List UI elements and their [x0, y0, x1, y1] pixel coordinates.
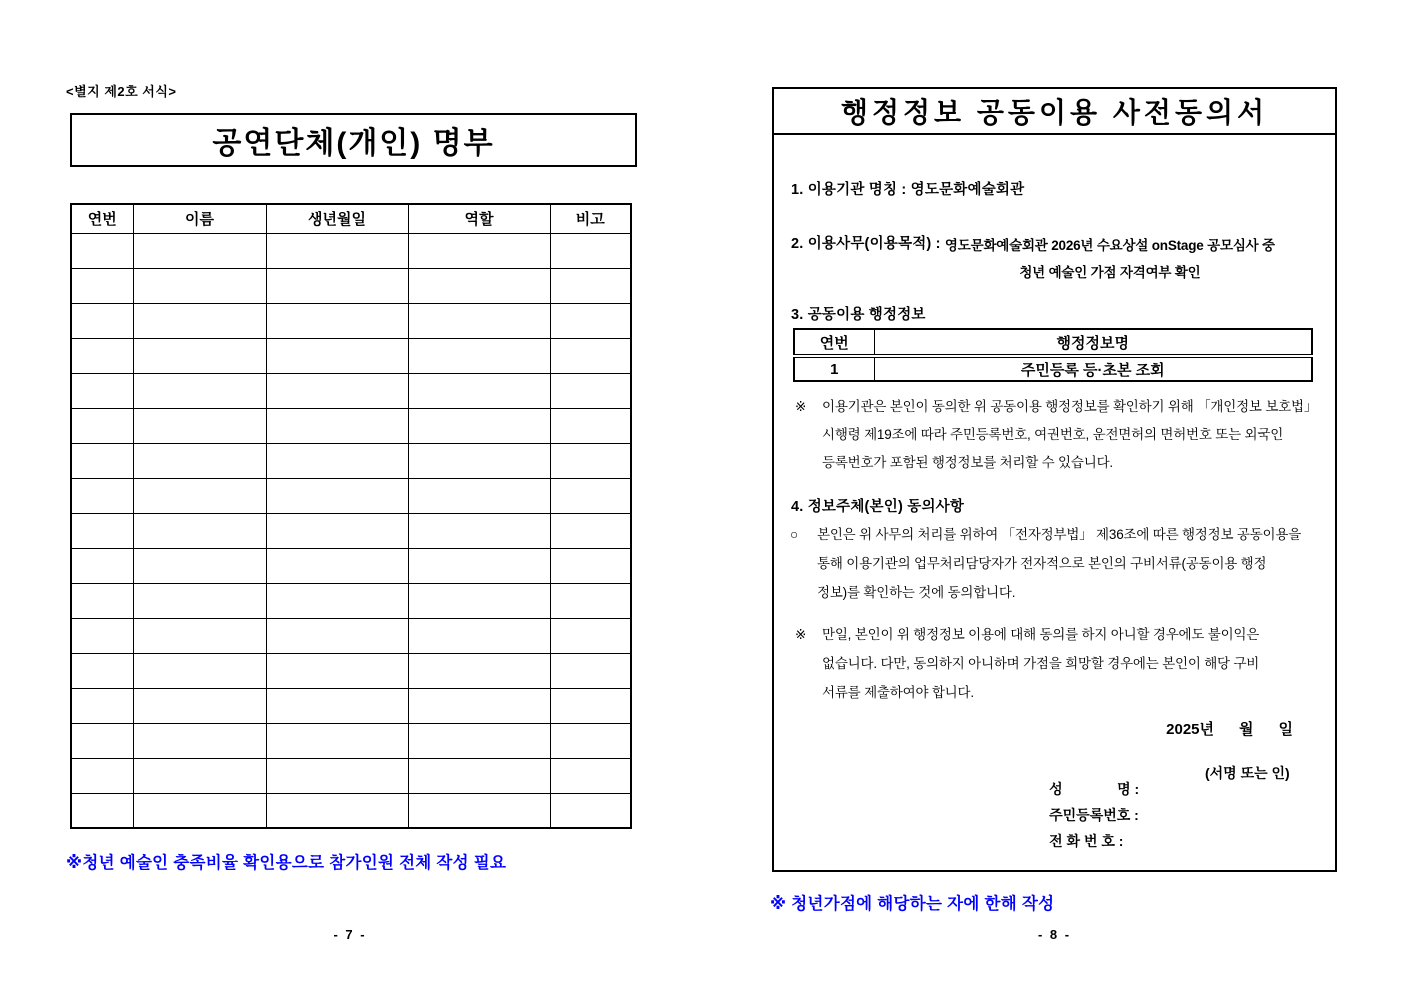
roster-empty-cell	[550, 268, 631, 303]
roster-empty-cell	[133, 513, 266, 548]
consent-form-box	[772, 87, 1337, 872]
roster-empty-row	[71, 793, 631, 828]
roster-empty-cell	[550, 408, 631, 443]
roster-empty-cell	[71, 303, 133, 338]
roster-empty-cell	[133, 478, 266, 513]
item-shared-info: 3. 공동이용 행정정보	[791, 307, 926, 323]
roster-empty-cell	[71, 548, 133, 583]
roster-empty-cell	[266, 478, 408, 513]
roster-empty-cell	[71, 688, 133, 723]
privacy-law-note-line1: 이용기관은 본인이 동의한 위 공동이용 행정정보를 확인하기 위해 「개인정보 보호법」	[822, 399, 1318, 414]
roster-empty-cell	[133, 688, 266, 723]
roster-title-box	[70, 113, 637, 167]
roster-empty-row	[71, 478, 631, 513]
form-code-label: <별지 제2호 서식>	[66, 84, 177, 99]
roster-empty-cell	[133, 233, 266, 268]
roster-empty-cell	[266, 408, 408, 443]
roster-empty-cell	[71, 338, 133, 373]
roster-empty-cell	[550, 793, 631, 828]
roster-empty-cell	[408, 303, 550, 338]
roster-empty-cell	[550, 583, 631, 618]
signature-phone-label: 전 화 번 호 :	[1049, 833, 1124, 849]
consent-statement	[790, 520, 1301, 607]
roster-empty-cell	[408, 618, 550, 653]
admin-info-row	[794, 356, 1312, 381]
item-usage-purpose	[791, 232, 1275, 286]
roster-empty-cell	[408, 338, 550, 373]
signature-rrn-label: 주민등록번호 :	[1049, 807, 1139, 823]
roster-empty-cell	[266, 303, 408, 338]
roster-empty-cell	[133, 723, 266, 758]
roster-empty-cell	[408, 268, 550, 303]
roster-empty-cell	[550, 688, 631, 723]
roster-empty-cell	[408, 373, 550, 408]
roster-empty-cell	[266, 758, 408, 793]
date-line: 2025년 월 일	[1166, 721, 1293, 738]
roster-empty-cell	[408, 758, 550, 793]
signature-block	[1018, 763, 1290, 849]
roster-empty-cell	[266, 513, 408, 548]
disclaimer-note-line2: 없습니다. 다만, 동의하지 아니하며 가점을 희망할 경우에는 본인이 해당 구비	[822, 656, 1260, 671]
roster-empty-row	[71, 548, 631, 583]
roster-empty-cell	[408, 583, 550, 618]
item-usage-purpose-line1: 영도문화예술회관 2026년 수요상설 onStage 공모심사 중	[944, 238, 1275, 253]
roster-empty-cell	[266, 548, 408, 583]
roster-empty-cell	[408, 478, 550, 513]
roster-empty-cell	[550, 233, 631, 268]
admin-info-header-number: 연번	[794, 329, 874, 356]
roster-empty-cell	[550, 653, 631, 688]
roster-empty-cell	[408, 688, 550, 723]
roster-empty-cell	[550, 618, 631, 653]
page-number-7: - 7 -	[333, 927, 367, 942]
roster-empty-cell	[133, 338, 266, 373]
roster-header-role: 역할	[408, 204, 550, 233]
roster-empty-cell	[71, 653, 133, 688]
roster-empty-cell	[133, 443, 266, 478]
roster-footnote: ※청년 예술인 충족비율 확인용으로 참가인원 전체 작성 필요	[66, 854, 507, 872]
roster-empty-cell	[408, 513, 550, 548]
roster-empty-row	[71, 653, 631, 688]
roster-empty-cell	[266, 583, 408, 618]
roster-empty-cell	[266, 268, 408, 303]
roster-empty-cell	[266, 618, 408, 653]
roster-empty-row	[71, 303, 631, 338]
roster-empty-cell	[71, 443, 133, 478]
roster-empty-cell	[408, 233, 550, 268]
item-using-agency: 1. 이용기관 명칭 : 영도문화예술회관	[791, 182, 1025, 198]
signature-name-label: 성 명 :	[1049, 781, 1140, 797]
admin-info-table	[793, 328, 1313, 382]
roster-header-remarks: 비고	[550, 204, 631, 233]
roster-empty-cell	[71, 618, 133, 653]
roster-header-birthdate: 생년월일	[266, 204, 408, 233]
asterisk-marker: ※	[795, 399, 807, 414]
admin-info-row-name: 주민등록 등·초본 조회	[874, 356, 1312, 381]
roster-empty-row	[71, 513, 631, 548]
roster-empty-cell	[71, 478, 133, 513]
roster-empty-cell	[550, 548, 631, 583]
disclaimer-note-line3: 서류를 제출하여야 합니다.	[822, 685, 974, 700]
roster-header-row	[71, 204, 631, 233]
roster-empty-row	[71, 688, 631, 723]
roster-empty-cell	[266, 233, 408, 268]
roster-empty-cell	[266, 688, 408, 723]
roster-empty-cell	[71, 723, 133, 758]
roster-empty-row	[71, 233, 631, 268]
roster-empty-row	[71, 723, 631, 758]
roster-empty-cell	[133, 618, 266, 653]
admin-info-row-number: 1	[794, 356, 874, 381]
roster-empty-row	[71, 583, 631, 618]
roster-empty-cell	[133, 303, 266, 338]
signature-name-row	[1018, 763, 1290, 797]
roster-empty-cell	[266, 373, 408, 408]
asterisk-marker: ※	[795, 627, 807, 642]
roster-page-title: 공연단체(개인) 명부	[212, 127, 495, 160]
roster-empty-cell	[133, 408, 266, 443]
roster-empty-row	[71, 618, 631, 653]
roster-empty-cell	[71, 513, 133, 548]
circle-bullet-marker: ○	[790, 527, 798, 542]
consent-footnote: ※ 청년가점에 해당하는 자에 한해 작성	[770, 895, 1055, 913]
roster-empty-cell	[71, 373, 133, 408]
roster-empty-cell	[133, 758, 266, 793]
roster-empty-cell	[550, 513, 631, 548]
page-number-8: - 8 -	[1037, 927, 1072, 942]
roster-empty-cell	[133, 268, 266, 303]
roster-empty-cell	[408, 653, 550, 688]
roster-empty-cell	[550, 338, 631, 373]
roster-empty-cell	[71, 793, 133, 828]
privacy-law-note	[795, 393, 1317, 477]
signature-phone-row	[1018, 815, 1139, 849]
roster-empty-cell	[71, 233, 133, 268]
roster-empty-cell	[550, 478, 631, 513]
disclaimer-note-line1: 만일, 본인이 위 행정정보 이용에 대해 동의를 하지 아니할 경우에도 불이익은	[822, 627, 1260, 642]
roster-empty-cell	[71, 758, 133, 793]
roster-empty-cell	[408, 793, 550, 828]
disclaimer-note	[795, 620, 1259, 707]
roster-empty-cell	[266, 653, 408, 688]
roster-empty-cell	[550, 723, 631, 758]
roster-empty-row	[71, 268, 631, 303]
roster-empty-cell	[550, 758, 631, 793]
roster-empty-cell	[133, 373, 266, 408]
signature-rrn-row	[1018, 789, 1139, 823]
roster-empty-cell	[550, 303, 631, 338]
roster-empty-cell	[71, 268, 133, 303]
roster-empty-cell	[550, 443, 631, 478]
roster-table	[70, 203, 632, 829]
roster-empty-cell	[266, 723, 408, 758]
roster-empty-cell	[550, 373, 631, 408]
roster-empty-cell	[133, 583, 266, 618]
roster-empty-cell	[408, 723, 550, 758]
roster-empty-cell	[266, 443, 408, 478]
roster-empty-row	[71, 443, 631, 478]
admin-info-header-row	[794, 329, 1312, 356]
item-usage-purpose-label: 2. 이용사무(이용목적) :	[791, 236, 945, 252]
roster-empty-cell	[266, 338, 408, 373]
admin-info-header-name: 행정정보명	[874, 329, 1312, 356]
roster-empty-cell	[408, 408, 550, 443]
roster-header-name: 이름	[133, 204, 266, 233]
item-subject-consent: 4. 정보주체(본인) 동의사항	[791, 499, 965, 515]
roster-empty-row	[71, 338, 631, 373]
roster-empty-row	[71, 758, 631, 793]
item-usage-purpose-line2: 청년 예술인 가점 자격여부 확인	[1019, 265, 1201, 280]
roster-empty-cell	[266, 793, 408, 828]
consent-form-title: 행정정보 공동이용 사전동의서	[774, 89, 1335, 135]
roster-empty-cell	[71, 408, 133, 443]
roster-header-number: 연번	[71, 204, 133, 233]
roster-empty-row	[71, 373, 631, 408]
roster-empty-cell	[408, 443, 550, 478]
consent-statement-line3: 정보)를 확인하는 것에 동의합니다.	[817, 585, 1016, 600]
item-usage-purpose-value	[945, 232, 1275, 286]
roster-empty-cell	[133, 653, 266, 688]
consent-statement-line2: 통해 이용기관의 업무처리담당자가 전자적으로 본인의 구비서류(공동이용 행정	[817, 556, 1267, 571]
roster-empty-cell	[71, 583, 133, 618]
consent-statement-line1: 본인은 위 사무의 처리를 위하여 「전자정부법」 제36조에 따른 행정정보 공동이용을	[817, 527, 1302, 542]
roster-empty-cell	[133, 793, 266, 828]
roster-table-body	[71, 233, 631, 828]
roster-empty-cell	[133, 548, 266, 583]
roster-empty-row	[71, 408, 631, 443]
roster-empty-cell	[408, 548, 550, 583]
privacy-law-note-line2: 시행령 제19조에 따라 주민등록번호, 여권번호, 운전면허의 면허번호 또는 외국인	[822, 427, 1284, 442]
signature-seal-hint: (서명 또는 인)	[1205, 765, 1290, 781]
privacy-law-note-line3: 등록번호가 포함된 행정정보를 처리할 수 있습니다.	[822, 455, 1113, 470]
